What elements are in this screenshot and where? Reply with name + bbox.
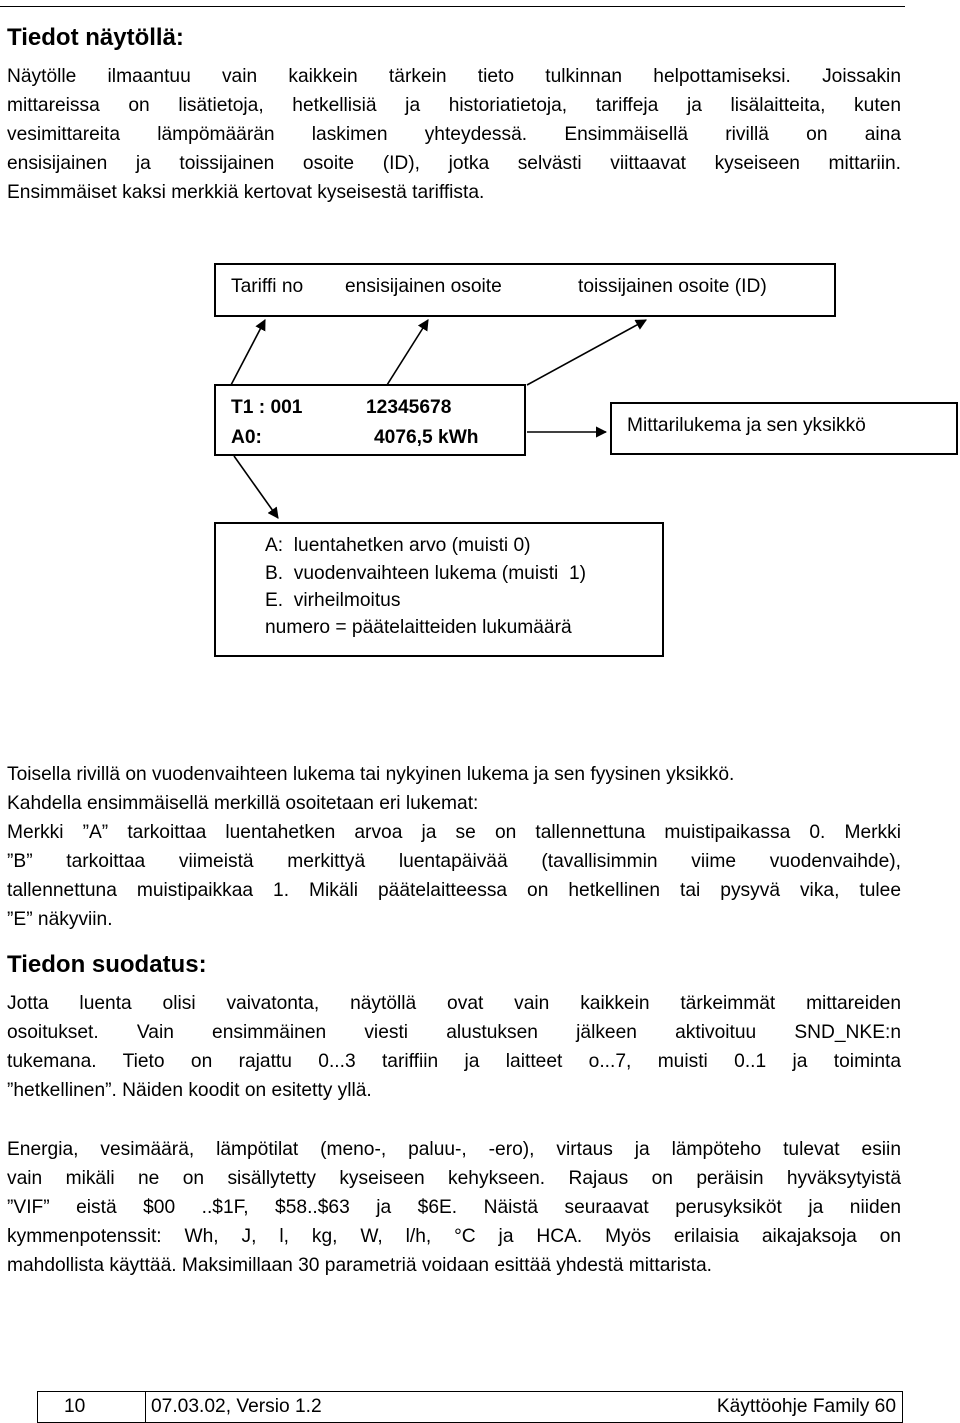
legend-line: E. virheilmoitus — [265, 590, 401, 611]
paragraph-second-row — [7, 760, 901, 934]
text-line: osoitukset. Vain ensimmäinen viesti alustuksen jälkeen aktivoituu SND_NKE:n — [7, 1022, 901, 1043]
tariff-label: Tariffi no — [231, 276, 304, 297]
text-line: kymmenpotenssit: Wh, J, l, kg, W, l/h, °C ja HCA. Myös erilaisia aikajaksoja on — [7, 1226, 901, 1247]
text-line: mittareissa on lisätietoja, hetkellisiä ja historiatietoja, tariffeja ja lisälaitteita, kuten — [7, 95, 901, 116]
text-line: vesimittareita lämpömäärän laskimen yhteydessä. Ensimmäisellä rivillä on aina — [7, 124, 901, 145]
text-line: Merkki ”A” tarkoittaa luentahetken arvoa ja se on tallennettuna muistipaikassa 0. Merkki — [7, 822, 901, 843]
legend-line: B. vuodenvaihteen lukema (muisti 1) — [265, 563, 587, 584]
page-number: 10 — [38, 1392, 146, 1422]
display-tariff-value: T1 : 001 — [231, 397, 303, 418]
footer-date-version: 07.03.02, Versio 1.2 — [151, 1396, 322, 1417]
top-rule — [0, 6, 905, 7]
section-heading-display: Tiedot näytöllä: — [7, 24, 184, 51]
paragraph-energy — [7, 1135, 901, 1280]
section-heading-filtering: Tiedon suodatus: — [7, 951, 207, 978]
display-example-box — [214, 384, 526, 456]
reading-unit-box — [610, 402, 958, 455]
primary-address-label: ensisijainen osoite — [345, 276, 502, 297]
arrow-to-secondary — [527, 320, 646, 385]
text-line: Kahdella ensimmäisellä merkillä osoitetaan eri lukemat: — [7, 793, 479, 814]
reading-unit-label: Mittarilukema ja sen yksikkö — [627, 415, 866, 436]
text-line: mahdollista käyttää. Maksimillaan 30 parametriä voidaan esittää yhdestä mittarista. — [7, 1255, 712, 1276]
text-line: vain mikäli ne on sisällytetty kyseiseen kehykseen. Rajaus on peräisin hyväksytyistä — [7, 1168, 901, 1189]
legend-line: A: luentahetken arvo (muisti 0) — [265, 535, 531, 556]
display-reading-value: 4076,5 kWh — [374, 427, 479, 448]
text-line: ”VIF” eistä $00 ..$1F, $58..$63 ja $6E. Näistä seuraavat perusyksiköt ja niiden — [7, 1197, 901, 1218]
display-register-label: A0: — [231, 427, 262, 448]
text-line: tukemana. Tieto on rajattu 0...3 tariffiin ja laitteet o...7, muisti 0..1 ja toiminta — [7, 1051, 901, 1072]
arrow-to-legend — [234, 456, 278, 518]
paragraph-display-info — [7, 62, 901, 207]
secondary-address-label: toissijainen osoite (ID) — [578, 276, 767, 297]
text-line: Energia, vesimäärä, lämpötilat (meno-, paluu-, -ero), virtaus ja lämpöteho tulevat esiin — [7, 1139, 901, 1160]
text-line: tallennettuna muistipaikkaa 1. Mikäli päätelaitteessa on hetkellinen tai pysyvä vika, tulee — [7, 880, 901, 901]
address-header-box — [214, 263, 836, 317]
text-line: Ensimmäiset kaksi merkkiä kertovat kyseisestä tariffista. — [7, 182, 485, 203]
text-line: Toisella rivillä on vuodenvaihteen lukema tai nykyinen lukema ja sen fyysinen yksikkö. — [7, 764, 735, 785]
text-line: Jotta luenta olisi vaivatonta, näytöllä ovat vain kaikkein tärkeimmät mittareiden — [7, 993, 901, 1014]
display-address-value: 12345678 — [366, 397, 452, 418]
text-line: ensisijainen ja toissijainen osoite (ID), jotka selvästi viittaavat kyseiseen mittariin. — [7, 153, 901, 174]
legend-box — [214, 522, 664, 657]
footer-doc-title: Käyttöohje Family 60 — [716, 1396, 896, 1417]
text-line: ”hetkellinen”. Näiden koodit on esitetty yllä. — [7, 1080, 372, 1101]
arrow-to-primary — [387, 320, 428, 385]
page-footer — [37, 1391, 903, 1423]
text-line: ”B” tarkoittaa viimeistä merkittyä luentapäivää (tavallisimmin viime vuodenvaihde), — [7, 851, 901, 872]
arrow-to-tariff — [231, 320, 265, 385]
text-line: ”E” näkyviin. — [7, 909, 113, 930]
text-line: Näytölle ilmaantuu vain kaikkein tärkein tieto tulkinnan helpottamiseksi. Joissakin — [7, 66, 901, 87]
legend-line: numero = päätelaitteiden lukumäärä — [265, 617, 572, 638]
paragraph-filtering — [7, 989, 901, 1105]
